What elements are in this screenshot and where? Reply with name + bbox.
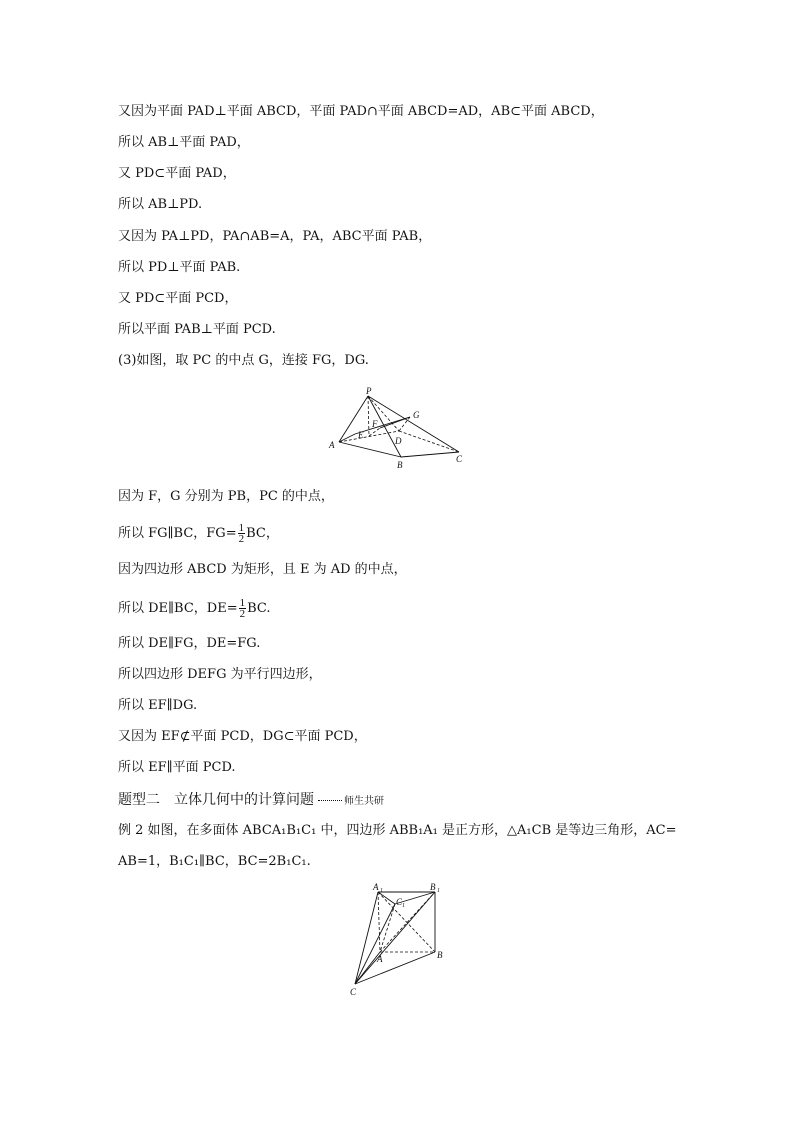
section-heading xyxy=(118,789,384,809)
label-P: P xyxy=(366,386,372,396)
label-B: B xyxy=(437,950,443,960)
de-eq-tail: BC. xyxy=(247,601,271,616)
label-B1: B xyxy=(430,882,436,892)
proof-line-5: 又因为 PA⊥PD，PA∩AB=A，PA，ABC平面 PAB， xyxy=(118,229,432,244)
svg-text:1: 1 xyxy=(380,888,383,894)
section-title: 题型二 立体几何中的计算问题 xyxy=(118,792,314,808)
fg-eq-text: 所以 FG∥BC，FG= xyxy=(118,526,237,541)
proof-line-4: 所以 AB⊥PD. xyxy=(118,197,203,212)
pyramid-figure xyxy=(325,382,470,472)
label-F: F xyxy=(372,419,378,429)
example-line-1: 例 2 如图，在多面体 ABCA₁B₁C₁ 中，四边形 ABB₁A₁ 是正方形，△A₁CB 是等边三角形，AC= xyxy=(118,823,677,838)
proof-line-1: 又因为平面 PAD⊥平面 ABCD，平面 PAD∩平面 ABCD=AD，AB⊂平面 ABCD， xyxy=(118,104,604,119)
part3-line-6: 所以四边形 DEFG 为平行四边形， xyxy=(118,667,322,682)
proof-line-7: 又 PD⊂平面 PCD， xyxy=(118,291,238,306)
proof-line-8: 所以平面 PAB⊥平面 PCD. xyxy=(118,322,276,337)
label-C: C xyxy=(456,454,463,464)
de-eq-text: 所以 DE∥BC，DE= xyxy=(118,601,238,616)
part3-line-2 xyxy=(118,523,279,544)
fraction-half: $\frac{1}{2}$ xyxy=(238,522,245,545)
label-B: B xyxy=(397,460,403,470)
part3-line-1: 因为 F，G 分别为 PB，PC 的中点， xyxy=(118,489,334,504)
svg-text:1: 1 xyxy=(437,888,440,894)
label-A: A xyxy=(377,954,383,964)
label-G: G xyxy=(413,410,420,420)
label-E: E xyxy=(358,430,364,440)
part3-line-9: 所以 EF∥平面 PCD. xyxy=(118,760,236,775)
part3-line-4 xyxy=(118,598,271,619)
example-line-2: AB=1，B₁C₁∥BC，BC=2B₁C₁. xyxy=(118,854,311,869)
part3-line-3: 因为四边形 ABCD 为矩形，且 E 为 AD 的中点， xyxy=(118,562,407,577)
dotted-leader xyxy=(318,800,342,801)
proof-line-3: 又 PD⊂平面 PAD， xyxy=(118,166,236,181)
label-C: C xyxy=(350,987,357,997)
part3-line-7: 所以 EF∥DG. xyxy=(118,698,198,713)
section-tag: 师生共研 xyxy=(344,796,384,807)
proof-line-2: 所以 AB⊥平面 PAD， xyxy=(118,135,250,150)
label-D: D xyxy=(395,436,402,446)
fg-eq-tail: BC， xyxy=(246,526,279,541)
polyhedron-figure xyxy=(340,880,455,998)
proof-line-6: 所以 PD⊥平面 PAB. xyxy=(118,260,241,275)
part3-line-5: 所以 DE∥FG，DE=FG. xyxy=(118,636,261,651)
svg-text:1: 1 xyxy=(402,903,405,909)
label-C1: C xyxy=(396,897,403,907)
fraction-half: $\frac{1}{2}$ xyxy=(239,597,246,620)
label-A1: A xyxy=(373,882,379,892)
part3-line-8: 又因为 EF⊄平面 PCD，DG⊂平面 PCD， xyxy=(118,729,367,744)
label-A: A xyxy=(329,440,335,450)
part3-intro: (3)如图，取 PC 的中点 G，连接 FG，DG. xyxy=(118,353,369,368)
